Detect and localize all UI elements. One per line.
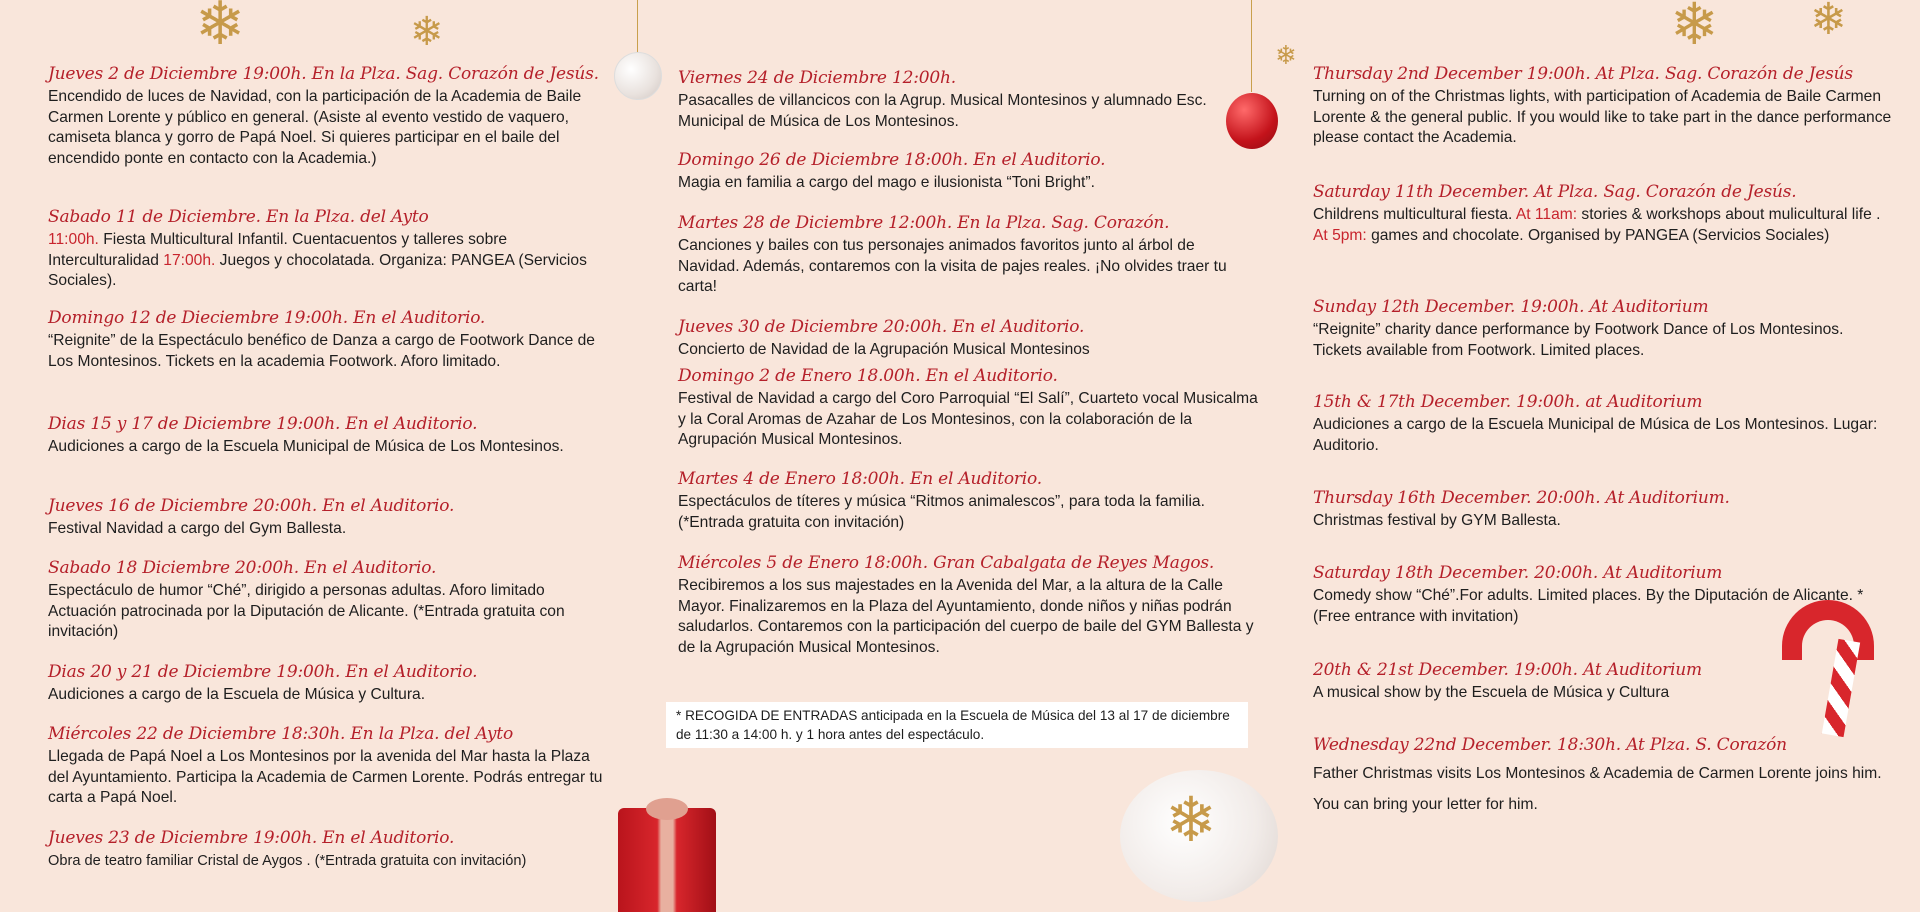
event-item xyxy=(48,64,608,169)
event-item xyxy=(1313,64,1893,149)
event-description: Father Christmas visits Los Montesinos & Academia de Carmen Lorente joins him. You can bring your letter for him. xyxy=(1313,765,1882,813)
event-title: Wednesday 22nd December. 18:30h. At Plza. S. Corazón xyxy=(1313,735,1787,755)
event-title: Jueves 16 de Diciembre 20:00h. En el Auditorio. xyxy=(48,496,455,516)
event-item xyxy=(678,150,1258,194)
snowflake-icon: ❄ xyxy=(195,0,246,57)
event-time-highlight: 11:00h. xyxy=(48,231,99,248)
event-description: “Reignite” charity dance performance by Footwork Dance of Los Montesinos. Tickets available from Footwork. Limited places. xyxy=(1313,321,1844,359)
event-text: games and chocolate. Organised by PANGEA (Servicios Sociales) xyxy=(1366,226,1830,244)
event-description: Audiciones a cargo de la Escuela Municipal de Música de Los Montesinos. Lugar: Auditorio. xyxy=(1313,416,1878,454)
ticket-pickup-note: * RECOGIDA DE ENTRADAS anticipada en la Escuela de Música del 13 al 17 de diciembre de 11:30 a 14:00 h. y 1 hora antes del espectáculo. xyxy=(666,702,1248,748)
event-title: 15th & 17th December. 19:00h. at Auditorium xyxy=(1313,392,1703,412)
event-item xyxy=(48,496,608,540)
event-item xyxy=(48,308,608,372)
event-title: Thursday 2nd December 19:00h. At Plza. Sag. Corazón de Jesús xyxy=(1313,64,1853,84)
event-description: Audiciones a cargo de la Escuela Municipal de Música de Los Montesinos. xyxy=(48,438,564,455)
snowflake-icon: ❄ xyxy=(1165,786,1217,855)
event-title: Saturday 11th December. At Plza. Sag. Corazón de Jesús. xyxy=(1313,182,1797,202)
event-title: Domingo 2 de Enero 18.00h. En el Auditorio. xyxy=(678,366,1058,386)
event-description: A musical show by the Escuela de Música y Cultura xyxy=(1313,684,1670,701)
event-description: Espectáculo de humor “Ché”, dirigido a personas adultas. Aforo limitado Actuación patrocinada por la Diputación de Alicante. (*Entrada gratuita con invitación) xyxy=(48,582,565,640)
event-description xyxy=(48,230,608,292)
gift-icon xyxy=(646,798,688,820)
event-title: Sabado 18 Diciembre 20:00h. En el Auditorio. xyxy=(48,558,437,578)
event-description: Turning on of the Christmas lights, with participation of Academia de Baile Carmen Lorente & the general public. If you would like to take part in the dance performance please contact the Academia. xyxy=(1313,88,1892,146)
event-item xyxy=(48,662,608,706)
snowflake-icon: ❄ xyxy=(1670,0,1719,57)
event-title: Sunday 12th December. 19:00h. At Auditorium xyxy=(1313,297,1709,317)
gift-icon xyxy=(618,808,716,912)
event-item xyxy=(1313,660,1893,704)
event-item xyxy=(1313,392,1893,456)
event-item xyxy=(678,469,1258,533)
event-title: Martes 28 de Diciembre 12:00h. En la Plza. Sag. Corazón. xyxy=(678,213,1170,233)
event-description: Llegada de Papá Noel a Los Montesinos por la avenida del Mar hasta la Plaza del Ayuntamiento. Participa la Academia de Carmen Lorente. Podrás entregar tu carta a Papá Noel. xyxy=(48,748,603,806)
event-item xyxy=(1313,735,1893,820)
event-description: “Reignite” de la Espectáculo benéfico de Danza a cargo de Footwork Dance de Los Montesinos. Tickets en la academia Footwork. Aforo limitado. xyxy=(48,332,595,370)
event-title: Jueves 30 de Diciembre 20:00h. En el Auditorio. xyxy=(678,317,1085,337)
event-description: Espectáculos de títeres y música “Ritmos animalescos”, para toda la familia. (*Entrada gratuita con invitación) xyxy=(678,493,1205,531)
event-item xyxy=(678,553,1258,658)
event-item xyxy=(48,414,608,458)
event-title: Domingo 26 de Diciembre 18:00h. En el Auditorio. xyxy=(678,150,1106,170)
event-item xyxy=(48,828,608,872)
event-description: Audiciones a cargo de la Escuela de Música y Cultura. xyxy=(48,686,426,703)
event-description: Comedy show “Ché”.For adults. Limited places. By the Diputación de Alicante. *(Free entrance with invitation) xyxy=(1313,587,1864,625)
event-description: Encendido de luces de Navidad, con la participación de la Academia de Baile Carmen Lorente y público en general. (Asiste al evento vestido de vaquero, camiseta blanca y gorro de Papá Noel. Si quieres participar en el baile del encendido ponte en contacto con la Academia.) xyxy=(48,88,582,167)
snowflake-icon: ❄ xyxy=(1275,40,1297,70)
event-description xyxy=(1313,205,1893,246)
event-title: Jueves 2 de Diciembre 19:00h. En la Plza. Sag. Corazón de Jesús. xyxy=(48,64,599,84)
event-title: Miércoles 22 de Diciembre 18:30h. En la Plza. del Ayto xyxy=(48,724,513,744)
event-description: Pasacalles de villancicos con la Agrup. Musical Montesinos y alumnado Esc. Municipal de Música de Los Montesinos. xyxy=(678,92,1207,130)
event-title: Dias 15 y 17 de Diciembre 19:00h. En el Auditorio. xyxy=(48,414,478,434)
event-title: Viernes 24 de Diciembre 12:00h. xyxy=(678,68,956,88)
event-text: Childrens multicultural fiesta. xyxy=(1313,206,1516,223)
event-item xyxy=(678,213,1258,298)
event-description: Obra de teatro familiar Cristal de Aygos . (*Entrada gratuita con invitación) xyxy=(48,853,527,869)
event-description: Canciones y bailes con tus personajes animados favoritos junto al árbol de Navidad. Además, contaremos con la visita de pajes reales. ¡No olvides traer tu carta! xyxy=(678,237,1227,295)
event-time-highlight: At 5pm: xyxy=(1313,226,1367,244)
event-item xyxy=(1313,297,1893,361)
event-title: Martes 4 de Enero 18:00h. En el Auditorio. xyxy=(678,469,1042,489)
event-item xyxy=(1313,563,1893,627)
event-item xyxy=(48,558,608,643)
event-description: Festival de Navidad a cargo del Coro Parroquial “El Salí”, Cuarteto vocal Musicalma y la Coral Aromas de Azahar de Los Montesinos, con la colaboración de la Agrupación Musical Montesinos. xyxy=(678,390,1258,448)
event-text: Juegos y chocolatada. Organiza: PANGEA (Servicios Sociales). xyxy=(48,251,587,289)
event-title: Dias 20 y 21 de Diciembre 19:00h. En el Auditorio. xyxy=(48,662,478,682)
event-title: 20th & 21st December. 19:00h. At Auditorium xyxy=(1313,660,1702,680)
event-title: Sabado 11 de Diciembre. En la Plza. del Ayto xyxy=(48,207,429,227)
event-description: Recibiremos a los sus majestades en la Avenida del Mar, a la altura de la Calle Mayor. Finalizaremos en la Plaza del Ayuntamiento, donde niños y niñas podrán saludarlos. Contaremos con la participación del cuerpo de baile del GYM Ballesta y de la Agrupación Musical Montesinos. xyxy=(678,577,1254,656)
event-item xyxy=(1313,488,1893,532)
event-item xyxy=(678,366,1258,451)
event-description: Concierto de Navidad de la Agrupación Musical Montesinos xyxy=(678,341,1090,358)
event-time-highlight: At 11am: xyxy=(1515,206,1578,223)
event-title: Saturday 18th December. 20:00h. At Auditorium xyxy=(1313,563,1723,583)
event-description: Festival Navidad a cargo del Gym Ballesta. xyxy=(48,520,347,537)
event-text: stories & workshops about mulicultural life . xyxy=(1577,206,1881,223)
snowflake-icon: ❄ xyxy=(410,10,444,54)
ornament-icon xyxy=(614,52,662,100)
event-description: Christmas festival by GYM Ballesta. xyxy=(1313,512,1561,529)
event-description: Magia en familia a cargo del mago e ilusionista “Toni Bright”. xyxy=(678,174,1095,191)
event-title: Domingo 12 de Dieciembre 19:00h. En el Auditorio. xyxy=(48,308,486,328)
event-item xyxy=(678,317,1258,361)
event-title: Miércoles 5 de Enero 18:00h. Gran Cabalgata de Reyes Magos. xyxy=(678,553,1215,573)
event-title: Jueves 23 de Diciembre 19:00h. En el Auditorio. xyxy=(48,828,455,848)
event-text: Fiesta Multicultural Infantil. Cuentacuentos y talleres sobre Interculturalidad xyxy=(48,231,508,269)
event-title: Thursday 16th December. 20:00h. At Auditorium. xyxy=(1313,488,1730,508)
event-item xyxy=(678,68,1258,132)
event-item xyxy=(48,207,608,292)
snowflake-icon: ❄ xyxy=(1810,0,1847,44)
event-item xyxy=(48,724,608,809)
event-item xyxy=(1313,182,1893,246)
event-time-highlight: 17:00h. xyxy=(163,251,216,269)
